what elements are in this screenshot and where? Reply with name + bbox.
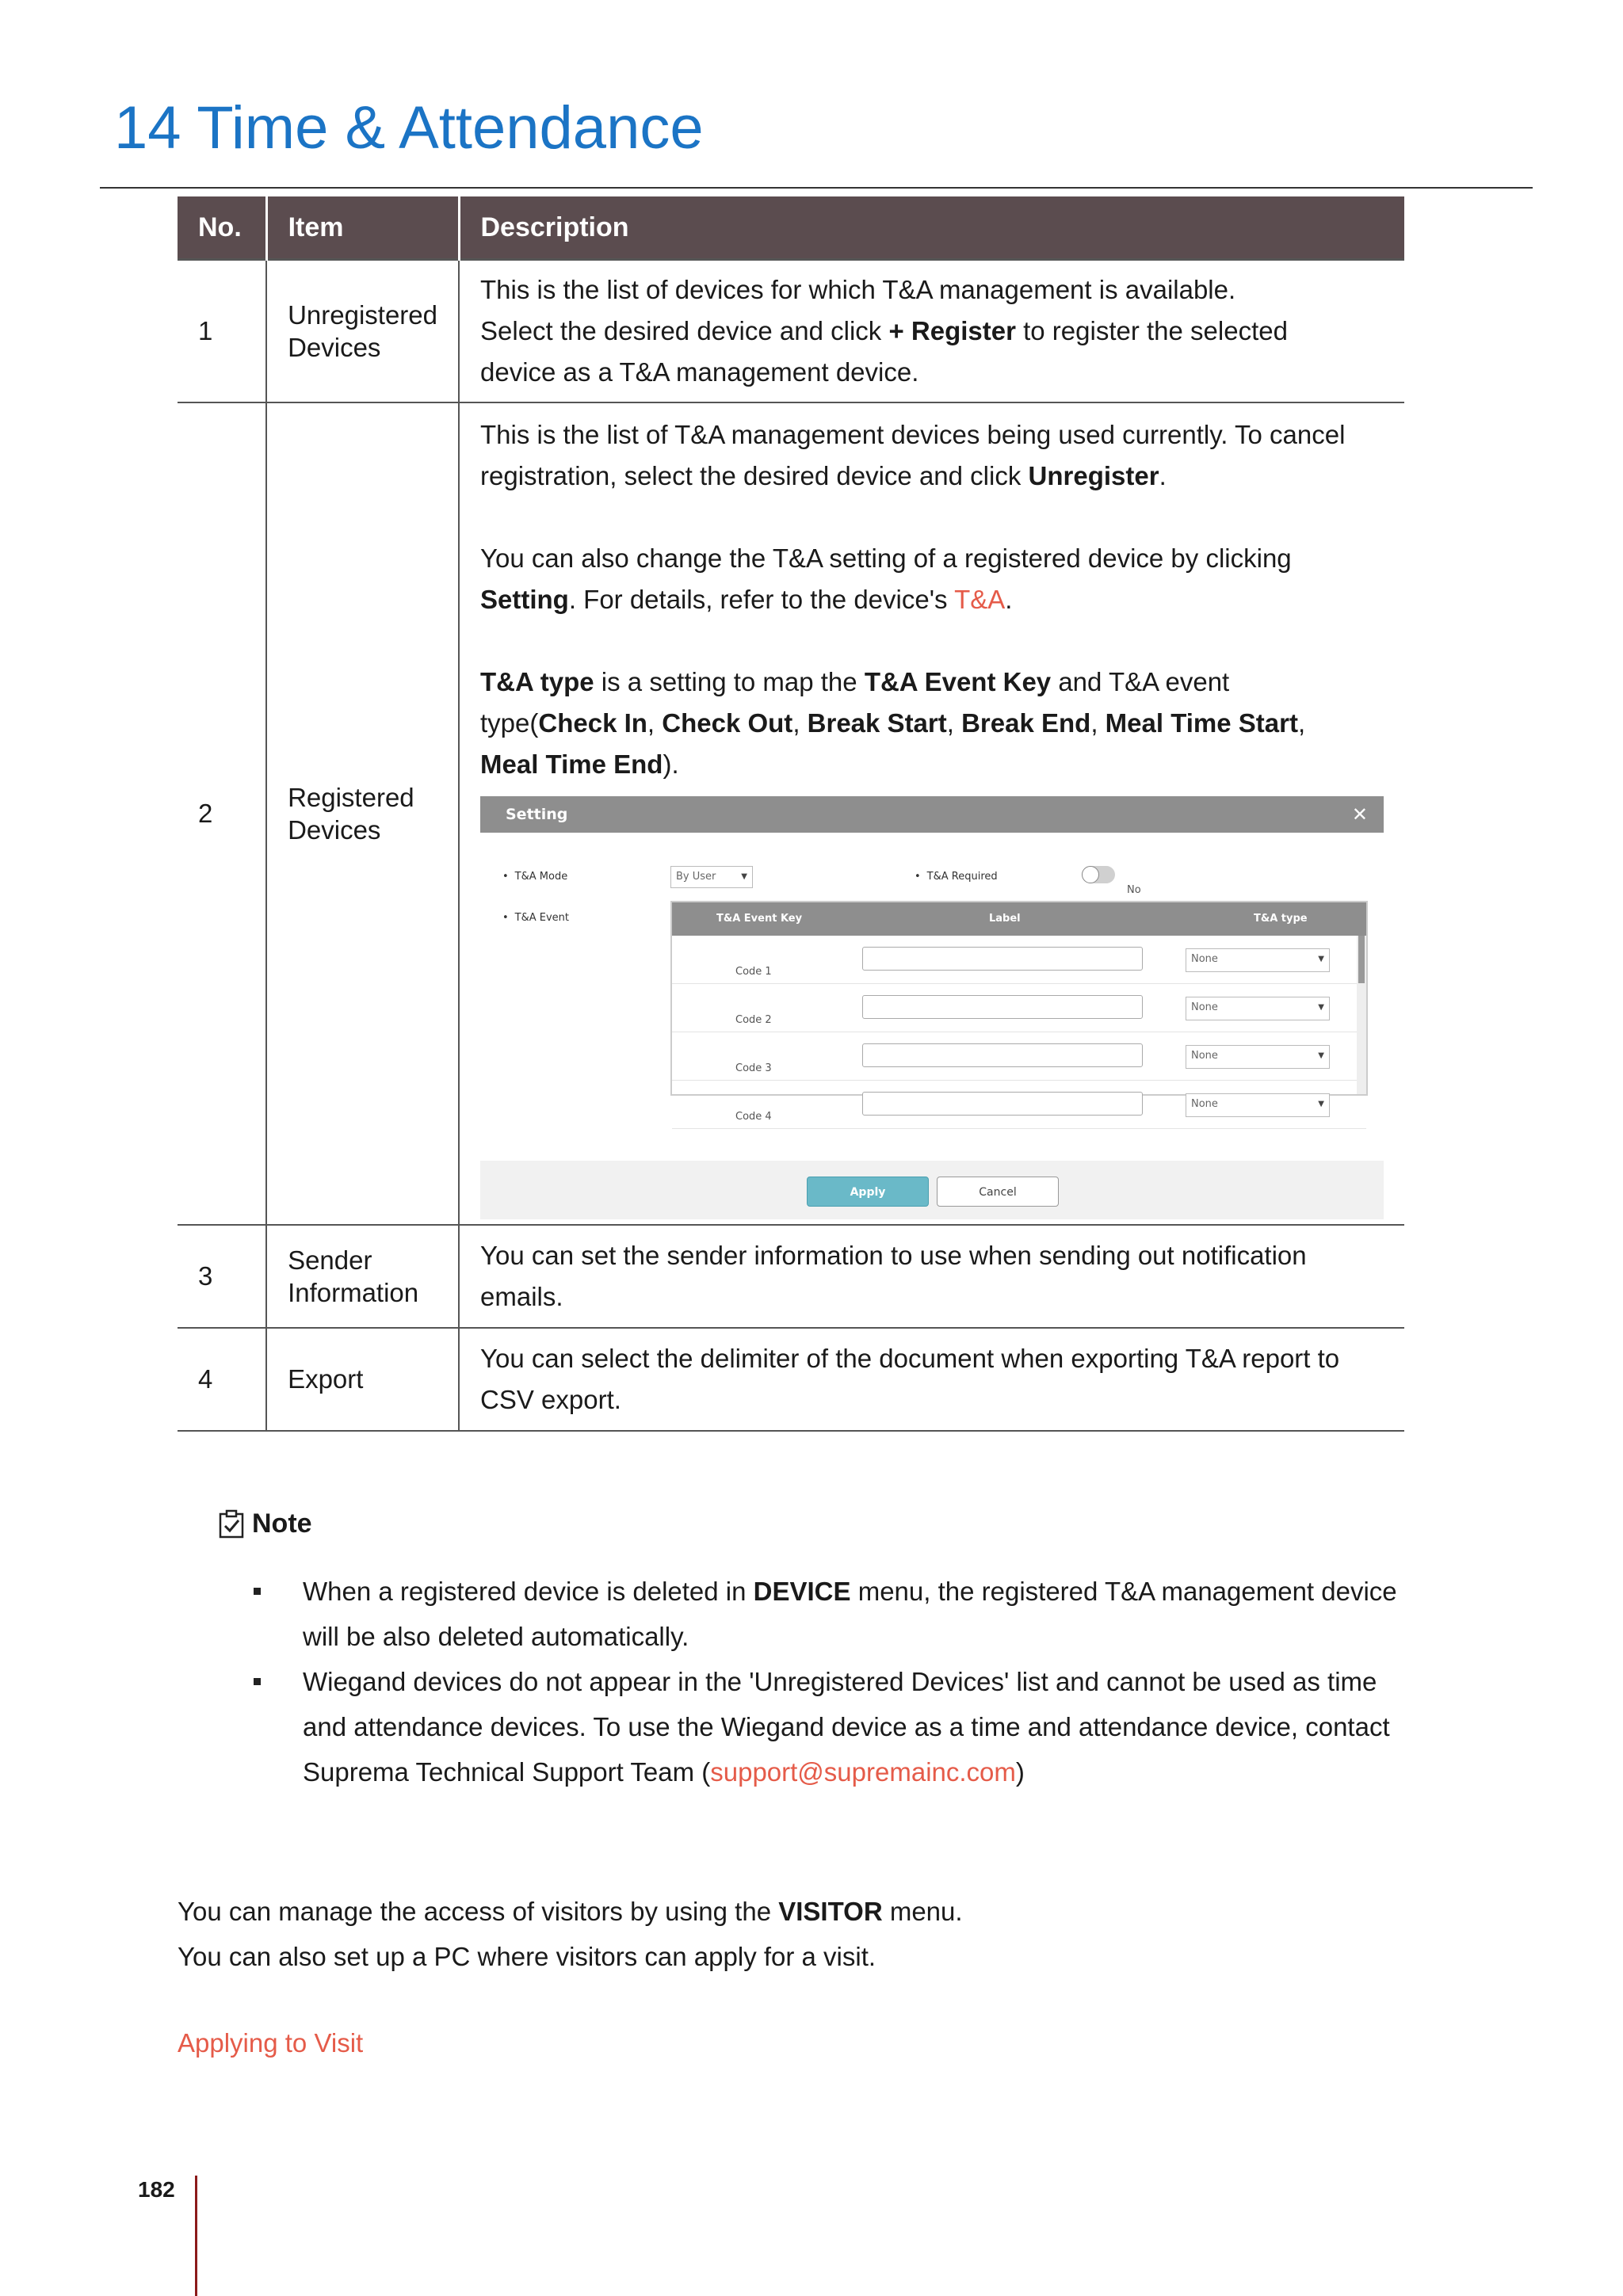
ta-required-state: No bbox=[1127, 883, 1141, 896]
header-item: Item bbox=[266, 196, 459, 260]
body-text: menu. bbox=[882, 1897, 963, 1926]
label-input[interactable] bbox=[862, 995, 1143, 1019]
desc-text: device as a T&A management device. bbox=[480, 357, 919, 387]
desc-text: . bbox=[1005, 584, 1013, 614]
header-description: Description bbox=[459, 196, 1404, 260]
ta-type-value: None bbox=[1191, 1049, 1218, 1062]
header-no: No. bbox=[178, 196, 266, 260]
desc-text: Select the desired device and click bbox=[480, 315, 889, 345]
desc-text: . bbox=[1159, 460, 1167, 490]
grid-row bbox=[672, 1032, 1366, 1081]
row-description: You can set the sender information to use when sending out notification emails. bbox=[459, 1225, 1404, 1328]
row-number: 4 bbox=[178, 1328, 266, 1431]
desc-text: is a setting to map the bbox=[594, 666, 865, 696]
ta-type-select[interactable] bbox=[1186, 997, 1330, 1020]
table-header-row bbox=[178, 196, 1404, 260]
table-row bbox=[178, 260, 1404, 402]
event-code: Code 2 bbox=[735, 1013, 772, 1026]
chevron-down-icon: ▼ bbox=[1318, 1051, 1324, 1060]
page-number: 182 bbox=[138, 2177, 175, 2202]
desc-text: type( bbox=[480, 707, 539, 738]
ta-type-value: None bbox=[1191, 1001, 1218, 1013]
dialog-body bbox=[480, 833, 1384, 1161]
dialog-title: Setting bbox=[506, 805, 568, 823]
row-item: Registered Devices bbox=[266, 402, 459, 1225]
separator: , bbox=[1090, 707, 1106, 738]
ta-type-select[interactable] bbox=[1186, 1045, 1330, 1069]
list-item bbox=[254, 1659, 1426, 1794]
event-code: Code 4 bbox=[735, 1110, 772, 1123]
title-rule bbox=[100, 187, 1533, 189]
ta-type-value: None bbox=[1191, 952, 1218, 965]
desc-text: This is the list of T&A management devices being used currently. To cancel bbox=[480, 419, 1346, 449]
break-start-keyword: Break Start bbox=[807, 707, 947, 738]
label-input[interactable] bbox=[862, 1092, 1143, 1116]
ta-type-value: None bbox=[1191, 1097, 1218, 1110]
row-item: Sender Information bbox=[266, 1225, 459, 1328]
check-out-keyword: Check Out bbox=[662, 707, 793, 738]
note-list bbox=[254, 1569, 1426, 1794]
apply-button[interactable]: Apply bbox=[807, 1177, 929, 1207]
table-row bbox=[178, 1225, 1404, 1328]
row-item: Export bbox=[266, 1328, 459, 1431]
ta-type-select[interactable] bbox=[1186, 948, 1330, 972]
description-table bbox=[178, 196, 1404, 1432]
desc-text: ). bbox=[663, 749, 679, 779]
ta-required-label: • T&A Required bbox=[915, 871, 998, 883]
ta-event-label: • T&A Event bbox=[502, 912, 569, 925]
table-row bbox=[178, 1328, 1404, 1431]
chevron-down-icon: ▼ bbox=[741, 871, 747, 881]
note-title: Note bbox=[252, 1508, 312, 1539]
body-text: You can manage the access of visitors by using the bbox=[178, 1897, 779, 1926]
check-in-keyword: Check In bbox=[538, 707, 647, 738]
row-description: You can select the delimiter of the document when exporting T&A report to CSV export. bbox=[459, 1328, 1404, 1431]
note-text: ) bbox=[1015, 1757, 1025, 1787]
meal-time-end-keyword: Meal Time End bbox=[480, 749, 663, 779]
desc-text: to register the selected bbox=[1015, 315, 1288, 345]
row-number: 1 bbox=[178, 260, 266, 402]
register-keyword: + Register bbox=[888, 315, 1016, 345]
desc-text: This is the list of devices for which T&A management is available. bbox=[480, 274, 1236, 304]
setting-dialog-screenshot bbox=[480, 796, 1384, 1219]
note-text: menu, the registered T&A management device will be also deleted automatically. bbox=[303, 1577, 1397, 1651]
meal-time-start-keyword: Meal Time Start bbox=[1105, 707, 1298, 738]
checklist-icon bbox=[219, 1510, 246, 1539]
visitor-paragraph bbox=[178, 1889, 963, 1934]
cancel-button[interactable]: Cancel bbox=[937, 1177, 1059, 1207]
separator: , bbox=[792, 707, 808, 738]
grid-row bbox=[672, 984, 1366, 1032]
separator: , bbox=[946, 707, 962, 738]
row-description bbox=[459, 402, 1404, 1225]
row-description bbox=[459, 260, 1404, 402]
scrollbar-thumb[interactable] bbox=[1358, 936, 1365, 983]
device-keyword: DEVICE bbox=[753, 1577, 851, 1606]
chevron-down-icon: ▼ bbox=[1318, 954, 1324, 963]
ta-mode-select[interactable] bbox=[670, 866, 753, 888]
event-code: Code 1 bbox=[735, 965, 772, 978]
dialog-footer bbox=[480, 1161, 1384, 1219]
visitor-keyword: VISITOR bbox=[778, 1897, 883, 1926]
label-input[interactable] bbox=[862, 1043, 1143, 1067]
chapter-title: 14 Time & Attendance bbox=[114, 94, 704, 162]
col-event-key: T&A Event Key bbox=[716, 912, 803, 925]
note-heading bbox=[219, 1508, 312, 1539]
chevron-down-icon: ▼ bbox=[1318, 1002, 1324, 1012]
ta-mode-value: By User bbox=[676, 870, 716, 883]
break-end-keyword: Break End bbox=[961, 707, 1091, 738]
ta-mode-label: • T&A Mode bbox=[502, 871, 567, 883]
toggle-knob bbox=[1082, 866, 1099, 883]
ta-type-select[interactable] bbox=[1186, 1093, 1330, 1117]
ta-event-key-keyword: T&A Event Key bbox=[864, 666, 1052, 696]
grid-scrollbar[interactable] bbox=[1357, 936, 1366, 1094]
grid-header bbox=[672, 902, 1366, 936]
unregister-keyword: Unregister bbox=[1028, 460, 1159, 490]
event-code: Code 3 bbox=[735, 1062, 772, 1074]
visitor-paragraph-2: You can also set up a PC where visitors can apply for a visit. bbox=[178, 1942, 876, 1971]
separator: , bbox=[1297, 707, 1306, 738]
setting-keyword: Setting bbox=[480, 584, 569, 614]
desc-text: and T&A event bbox=[1051, 666, 1230, 696]
ta-type-keyword: T&A type bbox=[480, 666, 594, 696]
list-item bbox=[254, 1569, 1426, 1659]
label-input[interactable] bbox=[862, 947, 1143, 971]
ta-link[interactable]: T&A bbox=[954, 584, 1006, 614]
close-icon[interactable]: ✕ bbox=[1351, 803, 1368, 826]
applying-to-visit-link[interactable]: Applying to Visit bbox=[178, 2028, 364, 2058]
grid-row bbox=[672, 1081, 1366, 1129]
table-row bbox=[178, 402, 1404, 1225]
row-number: 3 bbox=[178, 1225, 266, 1328]
support-email-link[interactable]: support@supremainc.com bbox=[710, 1757, 1016, 1787]
dialog-header bbox=[480, 796, 1384, 833]
separator: , bbox=[647, 707, 663, 738]
row-number: 2 bbox=[178, 402, 266, 1225]
desc-text: . For details, refer to the device's bbox=[568, 584, 955, 614]
row-item: Unregistered Devices bbox=[266, 260, 459, 402]
ta-required-toggle[interactable] bbox=[1082, 866, 1115, 883]
chevron-down-icon: ▼ bbox=[1318, 1099, 1324, 1108]
desc-text: registration, select the desired device and click bbox=[480, 460, 1029, 490]
col-label: Label bbox=[989, 912, 1021, 925]
note-text: When a registered device is deleted in bbox=[303, 1577, 754, 1606]
col-ta-type: T&A type bbox=[1254, 912, 1308, 925]
desc-text: You can also change the T&A setting of a registered device by clicking bbox=[480, 543, 1292, 573]
ta-event-grid bbox=[670, 901, 1368, 1123]
page-bar bbox=[195, 2176, 197, 2296]
note-text: Wiegand devices do not appear in the 'Unregistered Devices' list and cannot be used as time and attendance devices. To use the Wiegand device as a time and attendance device, contact Suprema Technical Support Team ( bbox=[303, 1667, 1390, 1787]
grid-row bbox=[672, 936, 1366, 984]
